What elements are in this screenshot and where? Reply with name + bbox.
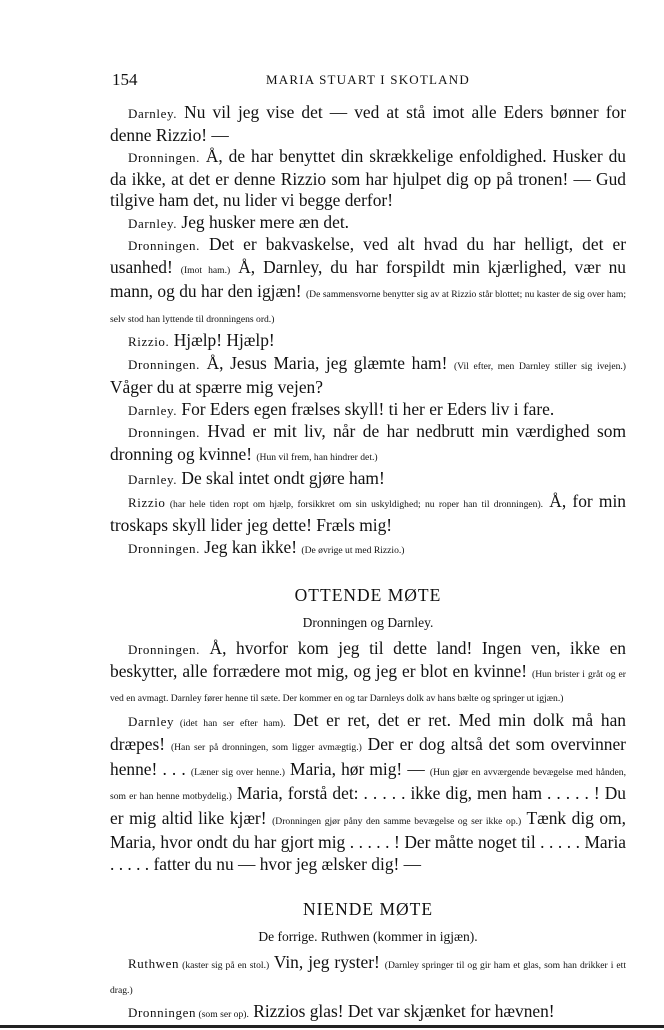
scene-heading: NIENDE MØTE bbox=[302, 899, 434, 919]
speech-rizzio-2 bbox=[110, 491, 626, 537]
speaker-name: Rizzio bbox=[128, 494, 166, 510]
stage-direction: (Imot ham.) bbox=[180, 264, 231, 276]
scan-edge-line bbox=[0, 1025, 664, 1028]
stage-direction: (Han ser på dronningen, som ligger avmægtig.) bbox=[170, 742, 362, 753]
stage-direction: (Vil efter, men Darnley stiller sig ivejen.) bbox=[453, 360, 626, 372]
stage-direction: (Darnley springer til og gir ham et glas, som han drikker i ett drag.) bbox=[110, 960, 627, 996]
speech-rizzio-1 bbox=[110, 330, 626, 353]
speech-text: Nu vil jeg vise det — ved at stå imot alle Eders bønner for denne Rizzio! — bbox=[110, 102, 626, 145]
speech-text: Der er dog altså det som overvinner henne! . . . bbox=[110, 734, 626, 779]
stage-direction: (Læner sig over henne.) bbox=[190, 766, 285, 778]
speaker-name: Dronningen. bbox=[128, 238, 200, 253]
stage-direction: (Hun brister i gråt og er ved en avmagt. Darnley fører henne til sæte. Der kommer en og tar Darnleys dolk av hans bælte og springer ut igjæn.) bbox=[110, 668, 626, 704]
speech-text: De skal intet ondt gjøre ham! bbox=[177, 468, 385, 488]
speech-ruthwen-1 bbox=[110, 952, 626, 1001]
speech-text: Det er ret, det er ret. Med min dolk må han dræpes! bbox=[110, 709, 626, 754]
speech-darnley-3 bbox=[110, 399, 626, 422]
speaker-name: Rizzio. bbox=[128, 334, 170, 349]
speech-text: Å, de har benyttet din skrækkelige enfoldighed. Husker du da ikke, at det er denne Rizzio som har hjulpet dig op på tronen! — Gud tilgive ham det, nu lider vi begge derfor! bbox=[110, 146, 626, 210]
speech-dronningen-4 bbox=[110, 421, 626, 468]
speech-dronningen-5 bbox=[110, 537, 626, 562]
speaker-name: Dronningen. bbox=[128, 540, 200, 556]
speech-dronningen-3 bbox=[110, 353, 626, 399]
speech-text: Vin, jeg ryster! bbox=[269, 952, 385, 972]
speech-dronningen-1 bbox=[110, 146, 626, 212]
speech-text: Å, Darnley, du har forspildt min kjærlighed, vær nu mann, og du har den igjæn! bbox=[110, 256, 626, 301]
speaker-name: Ruthwen bbox=[128, 956, 180, 971]
speech-text: Hjælp! Hjælp! bbox=[169, 330, 275, 350]
speech-text: Rizzios glas! Det var skjænket for hævnen! bbox=[248, 1001, 555, 1021]
stage-direction: (idet han ser efter ham). bbox=[174, 717, 286, 729]
speaker-name: Darnley. bbox=[128, 215, 178, 231]
speaker-name: Darnley bbox=[128, 713, 175, 729]
speech-text: Å, Jesus Maria, jeg glæmte ham! bbox=[199, 352, 454, 373]
stage-direction: (Hun gjør en avværgende bevægelse med hånden, som er han henne motbydelig.) bbox=[110, 766, 626, 802]
speech-text: Det er bakvaskelse, ved alt hvad du har helligt, det er usanhed! bbox=[110, 234, 626, 277]
page-header bbox=[112, 70, 624, 94]
speech-darnley-4 bbox=[110, 468, 626, 491]
stage-direction: (som ser op). bbox=[196, 1009, 249, 1020]
speaker-name: Dronningen bbox=[128, 1005, 197, 1020]
page-number: 154 bbox=[112, 70, 138, 89]
speech-text: Jeg kan ikke! bbox=[199, 536, 302, 557]
speech-darnley-2 bbox=[110, 212, 626, 235]
speech-dronningen-7 bbox=[110, 1001, 626, 1026]
speaker-name: Dronningen. bbox=[128, 425, 200, 440]
stage-direction: (De sammensvorne benytter sig av at Rizzio står blottet; nu kaster de sig over ham; selv stod han lyttende til dronningens ord.) bbox=[110, 289, 626, 325]
speech-text: Maria, hør mig! — bbox=[284, 758, 430, 779]
stage-direction: (De øvrige ut med Rizzio.) bbox=[301, 544, 405, 556]
stage-direction: (Hun vil frem, han hindrer det.) bbox=[256, 451, 378, 463]
stage-direction: (har hele tiden ropt om hjælp, forsikkret om sin uskyldighed; nu roper han til dronningen). bbox=[165, 498, 544, 510]
speech-text: Tænk dig om, Maria, hvor ondt du har gjort mig . . . . . ! Der måtte noget til . . . . . Maria . . . . . fatter du nu — hvor jeg ælsker dig! — bbox=[110, 807, 627, 874]
speech-text: For Eders egen frælses skyll! ti her er Eders liv i fare. bbox=[177, 398, 555, 419]
speaker-name: Darnley. bbox=[128, 106, 178, 121]
scene-characters: De forrige. Ruthwen (kommer in igjæn). bbox=[258, 929, 478, 944]
speaker-name: Dronningen. bbox=[128, 356, 200, 372]
speech-text: Å, for min troskaps skyll lider jeg dette! Fræls mig! bbox=[110, 490, 626, 535]
speaker-name: Darnley. bbox=[128, 402, 178, 418]
speech-text: Jeg husker mere æn det. bbox=[177, 211, 350, 232]
speech-dronningen-2 bbox=[110, 234, 626, 330]
running-title: MARIA STUART I SKOTLAND bbox=[266, 72, 470, 87]
speech-dronningen-6 bbox=[110, 638, 626, 710]
scene-heading: OTTENDE MØTE bbox=[294, 585, 442, 605]
stage-direction: (Dronningen gjør påny den samme bevægelse og ser ikke op.) bbox=[272, 815, 522, 827]
speech-text: Å, hvorfor kom jeg til dette land! Ingen ven, ikke en beskytter, alle forrædere mot mig, og jeg er blot en kvinne! bbox=[110, 638, 626, 681]
speaker-name: Darnley. bbox=[128, 472, 178, 487]
scene-characters: Dronningen og Darnley. bbox=[302, 615, 434, 630]
page-body bbox=[110, 102, 626, 1026]
speech-text: Maria, forstå det: . . . . . ikke dig, men ham . . . . . ! Du er mig altid like kjær! bbox=[110, 783, 627, 828]
speech-darnley-5 bbox=[110, 710, 626, 876]
speech-text: Hvad er mit liv, når de har nedbrutt min værdighed som dronning og kvinne! bbox=[110, 421, 626, 464]
speaker-name: Dronningen. bbox=[128, 150, 200, 165]
speech-darnley-1 bbox=[110, 102, 626, 146]
stage-direction: (kaster sig på en stol.) bbox=[179, 960, 270, 971]
speaker-name: Dronningen. bbox=[128, 642, 200, 657]
speech-text: Våger du at spærre mig vejen? bbox=[110, 377, 323, 397]
